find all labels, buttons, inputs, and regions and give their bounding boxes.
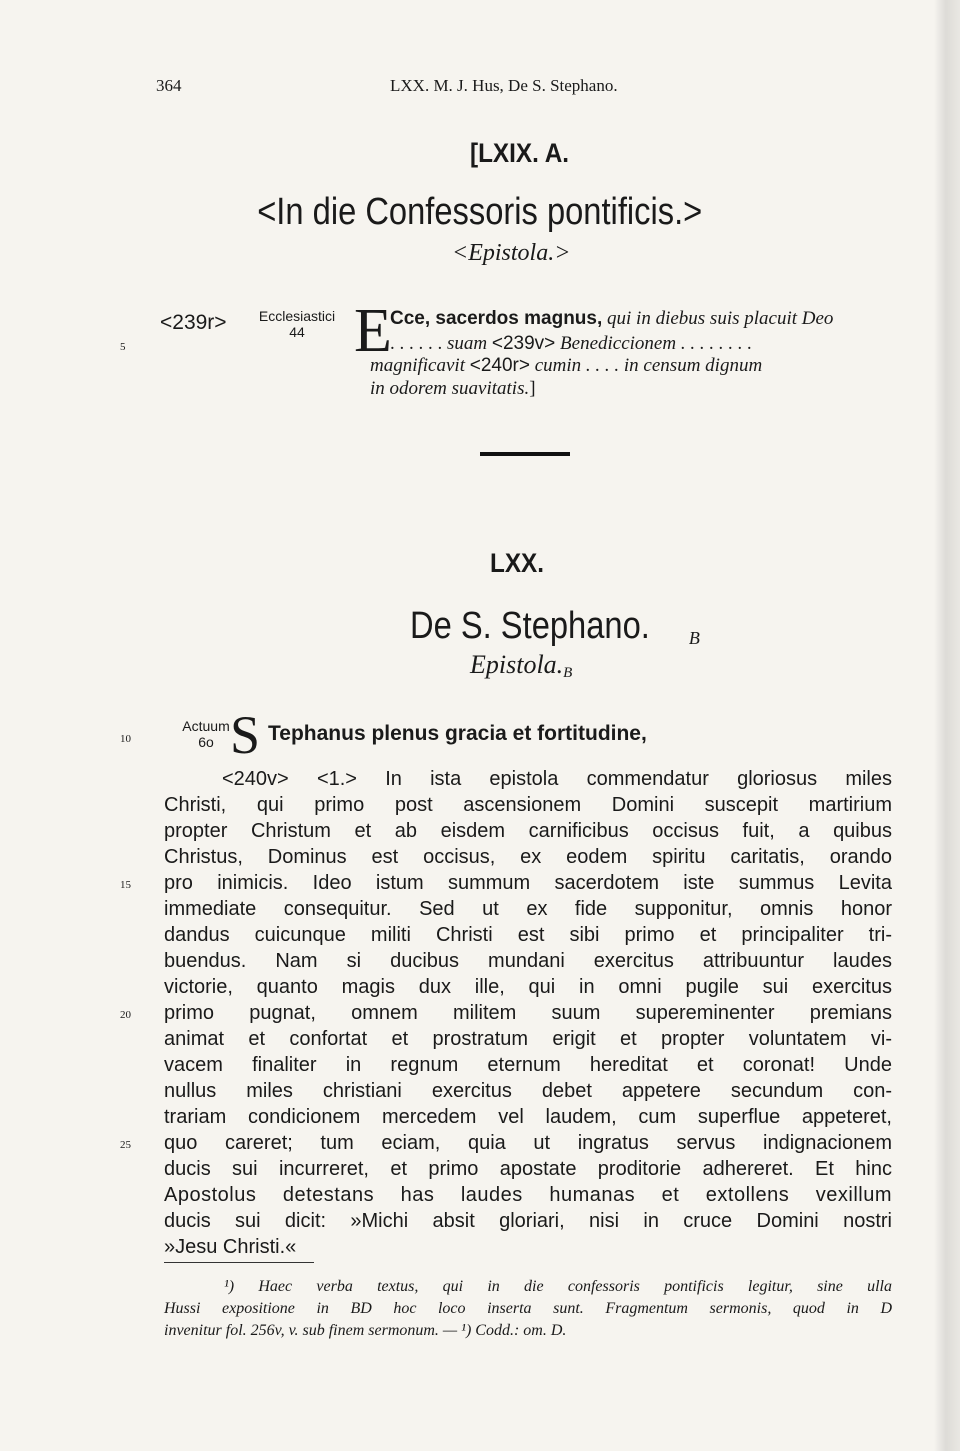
section-b-title: De S. Stephano. [410, 605, 650, 647]
footnote-line: ¹) Haec verba textus, qui in die confessoris pontificis legitur, sine ulla [224, 1278, 892, 1295]
section-divider [480, 452, 570, 456]
margin-ref-ecclesiastici [248, 308, 346, 340]
body-line: <240v> <1.> In ista epistola commendatur gloriosus miles [222, 768, 892, 790]
margin-ref-chapter: 44 [289, 324, 305, 340]
section-a-title-wrap [0, 190, 960, 234]
body-line: »Jesu Christi.« [164, 1236, 297, 1258]
verse-text: magnificavit [370, 355, 465, 376]
footnote-line: invenitur fol. 256v, v. sub finem sermonum. — ¹) Codd.: om. D. [164, 1322, 567, 1339]
line-number: 25 [120, 1139, 131, 1151]
verse-incipit: Cce, sacerdos magnus, [390, 308, 603, 329]
section-b-heading: LXX. [490, 548, 545, 578]
body-line: nullus miles christiani exercitus debet appetere secundum con- [164, 1080, 892, 1102]
bracket-close: ] [529, 378, 536, 399]
body-line: pro inimicis. Ideo istum summum sacerdotem iste summus Levita [164, 872, 892, 894]
body-line: quo careret; tum eciam, quia ut ingratus servus indignacionem [164, 1132, 892, 1154]
body-line: primo pugnat, omnem militem suum supereminenter premians [164, 1002, 892, 1024]
section-b-subtitle: Epistola. [470, 650, 564, 679]
title-mark: B [688, 628, 700, 648]
body-line: trariam condicionem mercedem vel laudem, cum superflue appeteret, [164, 1106, 892, 1128]
margin-ref-chapter: 6o [198, 734, 214, 750]
verse-text: in odorem suavitatis. [370, 378, 530, 399]
body-line: Christus, Dominus est occisus, ex eodem spiritu caritatis, orando [164, 846, 892, 868]
section-a-heading: [LXIX. A. [470, 138, 570, 168]
running-title: LXX. M. J. Hus, De S. Stephano. [390, 76, 618, 95]
drop-cap-e: E [354, 297, 392, 365]
body-line: animat et confortat et prostratum erigit et propter voluntatem vi- [164, 1028, 892, 1050]
section-a-subtitle: <Epistola.> [452, 240, 571, 266]
margin-ref-actuum [178, 718, 234, 750]
margin-ref-book: Ecclesiastici [258, 308, 336, 324]
folio-marker-239r: <239r> [160, 311, 227, 334]
line-number: 15 [120, 879, 131, 891]
footnote-rule [164, 1262, 314, 1263]
line-number: 10 [120, 733, 131, 745]
page-number: 364 [156, 76, 182, 95]
body-line: ducis sui incurreret, et primo apostate proditorie adhereret. Et hinc [164, 1158, 892, 1180]
body-line: dandus cuicunque militi Christi est sibi primo et principaliter tri- [164, 924, 892, 946]
body-line: propter Christum et ab eisdem carnificibus occisus fuit, a quibus [164, 820, 892, 842]
folio-marker-239v: <239v> [491, 333, 556, 354]
section-b-subtitle-wrap [470, 650, 572, 682]
verse-text: Benediccionem . . . . . . . . [560, 333, 753, 354]
section-a-line2 [390, 333, 752, 355]
section-b-title-wrap [410, 604, 700, 649]
body-line: Christi, qui primo post ascensionem Domini suscepit martirium [164, 794, 892, 816]
ellipsis-dots: . . . . . . [390, 333, 443, 354]
line-number: 20 [120, 1009, 131, 1021]
subtitle-mark: B [563, 665, 573, 681]
section-a-line4 [370, 378, 536, 400]
verse-text: suam [447, 333, 488, 354]
verse-text: cumin . . . . in censum dignum [534, 355, 763, 376]
body-line: Apostolus detestans has laudes humanas et extollens vexillum [164, 1184, 892, 1206]
folio-marker-240r: <240r> [469, 355, 530, 376]
first-line-incipit: Tephanus plenus gracia et fortitudine, [268, 722, 647, 745]
body-line: vacem finaliter in regnum eternum hereditat et coronat! Unde [164, 1054, 892, 1076]
section-a-title: <In die Confessoris pontificis.> [257, 191, 703, 233]
drop-cap-s: S [230, 705, 261, 765]
line-number: 5 [120, 341, 126, 353]
body-line: buendus. Nam si ducibus mundani exercitus attribuuntur laudes [164, 950, 892, 972]
verse-text: qui in diebus suis placuit Deo [607, 308, 834, 329]
section-a-line1 [390, 308, 833, 330]
footnote-line: Hussi expositione in BD hoc loco inserta sunt. Fragmentum sermonis, quod in D [164, 1300, 892, 1317]
body-line: victorie, quanto magis dux ille, qui in omni pugile sui exercitus [164, 976, 892, 998]
body-line: immediate consequitur. Sed ut ex fide supponitur, omnis honor [164, 898, 892, 920]
section-a-line3 [370, 355, 762, 377]
margin-ref-book: Actuum [182, 718, 230, 734]
body-line: ducis sui dicit: »Michi absit gloriari, nisi in cruce Domini nostri [164, 1210, 892, 1232]
